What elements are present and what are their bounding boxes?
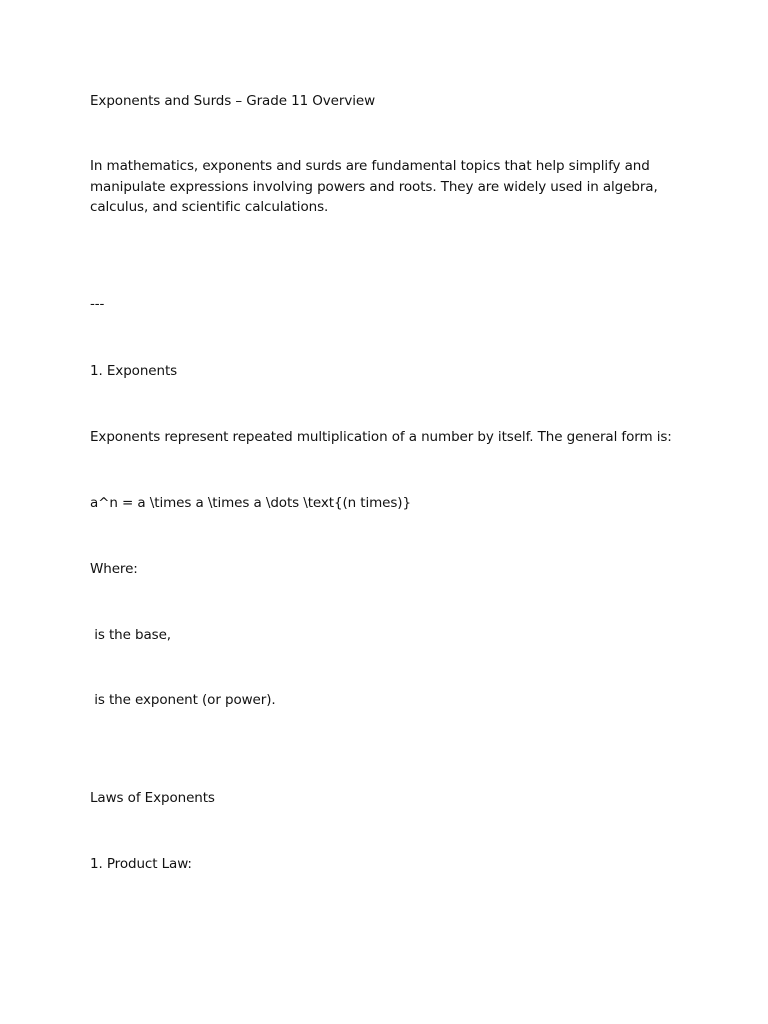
intro-line: manipulate expressions involving powers and roots. They are widely used in algebra, [90, 178, 658, 195]
exponents-description: Exponents represent repeated multiplication of a number by itself. The general form is: [90, 429, 672, 445]
intro-paragraph [90, 156, 690, 218]
section-divider: --- [90, 296, 105, 312]
intro-line: calculus, and scientific calculations. [90, 199, 329, 215]
intro-line: In mathematics, exponents and surds are fundamental topics that help simplify and [90, 158, 650, 174]
law-item-product: 1. Product Law: [90, 856, 192, 872]
exponent-formula: a^n = a \times a \times a \dots \text{(n times)} [90, 495, 411, 511]
section-heading-exponents: 1. Exponents [90, 363, 178, 379]
definition-base: is the base, [90, 627, 171, 643]
definition-exponent: is the exponent (or power). [90, 692, 276, 708]
laws-heading: Laws of Exponents [90, 790, 215, 806]
where-label: Where: [90, 561, 138, 577]
document-title: Exponents and Surds – Grade 11 Overview [90, 93, 376, 109]
